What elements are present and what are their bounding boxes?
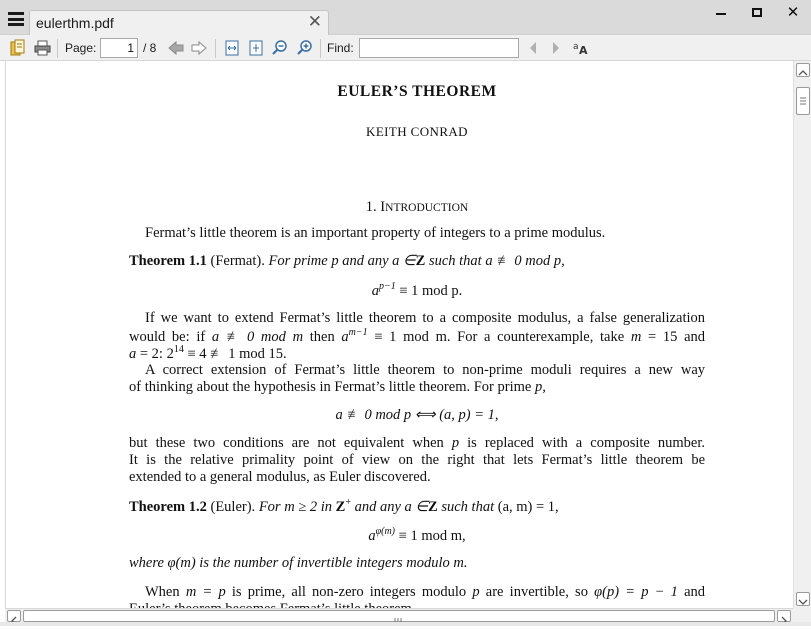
theorem-text: p (331, 253, 339, 269)
find-label: Find: (327, 41, 354, 55)
text: 14 (173, 344, 184, 355)
section-title-rest: NTRODUCTION (385, 202, 469, 214)
chevron-up-icon (797, 67, 809, 79)
paragraph-4-line-2: It is the relative primality point of view on the right that lets Fermat’s little theorem be (129, 452, 705, 468)
close-icon: ✕ (786, 3, 800, 21)
title-bar (0, 0, 811, 35)
paragraph-1: Fermat’s little theorem is an important property of integers to a prime modulus. (145, 225, 606, 241)
text: p (451, 435, 460, 451)
svg-text:a: a (573, 42, 579, 52)
theorem-name: (Euler). (210, 498, 256, 515)
paragraph-3-line-1: A correct extension of Fermat’s little theorem to non-prime moduli requires a new way (145, 362, 705, 378)
document-tab[interactable] (29, 10, 329, 35)
match-case-icon (573, 40, 589, 56)
fit-width-icon (225, 40, 239, 56)
page-label: Page: (65, 41, 97, 55)
theorem-text: m ≥ 2 (284, 498, 318, 515)
fit-page-icon (249, 40, 263, 56)
text: a ≢ 0 mod m (211, 328, 304, 345)
text: would be: if (129, 328, 206, 345)
zoom-out-icon (272, 40, 288, 56)
find-input[interactable] (359, 38, 519, 58)
scroll-right-button[interactable] (777, 610, 791, 622)
toolbar-separator (215, 39, 216, 58)
theorem-text: such that (441, 498, 495, 515)
text: p (472, 584, 480, 600)
page-number-input[interactable] (100, 38, 138, 58)
match-case-button[interactable] (572, 39, 590, 57)
tab-title: eulerthm.pdf (36, 15, 114, 31)
zoom-out-button[interactable] (271, 39, 289, 57)
text: When (145, 584, 180, 600)
scroll-left-button[interactable] (7, 610, 21, 622)
page-total: / 8 (143, 41, 157, 55)
toolbar-separator (57, 39, 58, 58)
text: p, (534, 379, 546, 395)
document-author: KEITH CONRAD (366, 124, 468, 139)
horizontal-scroll-thumb[interactable] (23, 610, 775, 622)
theorem-1-1 (129, 253, 565, 270)
text: a (129, 345, 137, 362)
triangle-right-icon (551, 41, 561, 55)
equation-base: a (371, 282, 379, 299)
equation-base: a (368, 527, 376, 544)
equation-exponent: φ(m) (375, 526, 396, 537)
text: ≡ 4 ≢ 1 mod 15. (183, 345, 287, 362)
paragraph-2-line-2 (129, 327, 705, 346)
arrow-left-icon (168, 41, 184, 55)
maximize-icon (752, 8, 762, 17)
svg-text:A: A (579, 44, 588, 57)
text: m (630, 328, 642, 345)
equation-3 (129, 526, 705, 545)
theorem-label: Theorem 1.1 (129, 253, 207, 269)
fit-width-button[interactable] (223, 39, 241, 57)
paragraph-3-line-2 (129, 379, 546, 396)
document-title: EULER’S THEOREM (337, 83, 497, 100)
text: φ(p) = p − 1 (594, 584, 678, 600)
text: For a counterexample, take (457, 328, 625, 345)
menu-icon[interactable] (8, 12, 24, 26)
theorem-text: in (320, 498, 333, 515)
theorem-text: and any (354, 498, 401, 515)
equation-2: a ≢ 0 mod p ⟺ (a, p) = 1, (335, 407, 499, 423)
theorem-name: (Fermat). (210, 253, 265, 269)
text: = 15 and (648, 328, 706, 345)
section-title-first: I (380, 199, 386, 215)
equation-rest: ≡ 1 mod m, (395, 527, 466, 544)
document-viewport[interactable] (5, 61, 793, 608)
text: of thinking about the hypothesis in Fermat’s little theorem. For prime (129, 379, 532, 395)
find-next-button[interactable] (549, 39, 563, 57)
open-file-button[interactable] (9, 39, 27, 57)
text: are invertible, so (485, 584, 588, 600)
theorem-text: a ∈ (392, 253, 416, 269)
paragraph-2-line-1: If we want to extend Fermat’s little theorem to a composite modulus, a false generalization (145, 310, 705, 326)
next-page-button[interactable] (190, 39, 208, 57)
minimize-icon (716, 13, 726, 15)
text: is replaced with a composite number. (467, 435, 706, 451)
triangle-left-icon (528, 41, 538, 55)
horizontal-scrollbar[interactable] (5, 608, 793, 622)
text: ≡ 1 mod m. (367, 328, 451, 345)
paragraph-5-line-1 (145, 584, 705, 601)
theorem-text: Z (415, 253, 426, 269)
zoom-in-button[interactable] (296, 39, 314, 57)
section-heading (129, 199, 705, 216)
paragraph-4-line-3: extended to a general modulus, as Euler discovered. (129, 469, 431, 485)
zoom-in-icon (297, 40, 313, 56)
tab-close-icon[interactable]: ✕ (307, 12, 322, 32)
chevron-down-icon (797, 596, 809, 608)
theorem-text: (a, m) = 1, (497, 498, 559, 515)
theorem-text: For (258, 498, 281, 515)
find-previous-button[interactable] (526, 39, 540, 57)
paragraph-4-line-1 (129, 435, 705, 452)
theorem-1-2 (129, 497, 559, 516)
text: and (684, 584, 706, 600)
pdf-page (6, 61, 794, 621)
vertical-scroll-thumb[interactable] (796, 87, 810, 115)
section-number: 1. (365, 199, 377, 215)
text: is prime, all non-zero integers modulo (231, 584, 467, 600)
arrow-right-icon (191, 41, 207, 55)
window-bottom-edge (0, 622, 811, 626)
maximize-button[interactable] (739, 0, 775, 24)
theorem-text: a ∈ (404, 498, 429, 515)
print-button[interactable] (33, 39, 51, 57)
theorem-text: Z (335, 498, 346, 515)
paragraph-2-line-3 (129, 344, 287, 363)
where-line: where φ(m) is the number of invertible integers modulo m. (129, 555, 468, 571)
equation-exponent: p−1 (378, 281, 396, 292)
scroll-up-button[interactable] (796, 63, 810, 77)
theorem-text: For prime (268, 253, 328, 269)
document-copy-icon (10, 39, 26, 57)
vertical-scrollbar[interactable] (793, 61, 811, 608)
text: m−1 (348, 327, 368, 338)
text: but these two conditions are not equivalent when (129, 435, 444, 451)
theorem-text: Z (428, 498, 438, 515)
text: = 2: 2 (139, 345, 174, 362)
printer-icon (34, 40, 51, 56)
theorem-text: a ≢ 0 mod p, (485, 253, 565, 269)
minimize-button[interactable] (703, 0, 739, 24)
theorem-text: such that (428, 253, 482, 269)
grip-icon (797, 88, 809, 114)
theorem-label: Theorem 1.2 (129, 498, 207, 515)
theorem-text: + (345, 497, 351, 508)
equation-1 (129, 281, 705, 300)
previous-page-button[interactable] (167, 39, 185, 57)
toolbar (0, 35, 811, 61)
scroll-down-button[interactable] (796, 592, 810, 606)
theorem-text: and any (342, 253, 389, 269)
text: a (341, 328, 349, 345)
close-window-button[interactable] (775, 0, 811, 24)
text: m = p (185, 584, 226, 600)
fit-page-button[interactable] (247, 39, 265, 57)
equation-rest: ≡ 1 mod p. (395, 282, 463, 299)
text: then (309, 328, 335, 345)
toolbar-separator (320, 39, 321, 58)
